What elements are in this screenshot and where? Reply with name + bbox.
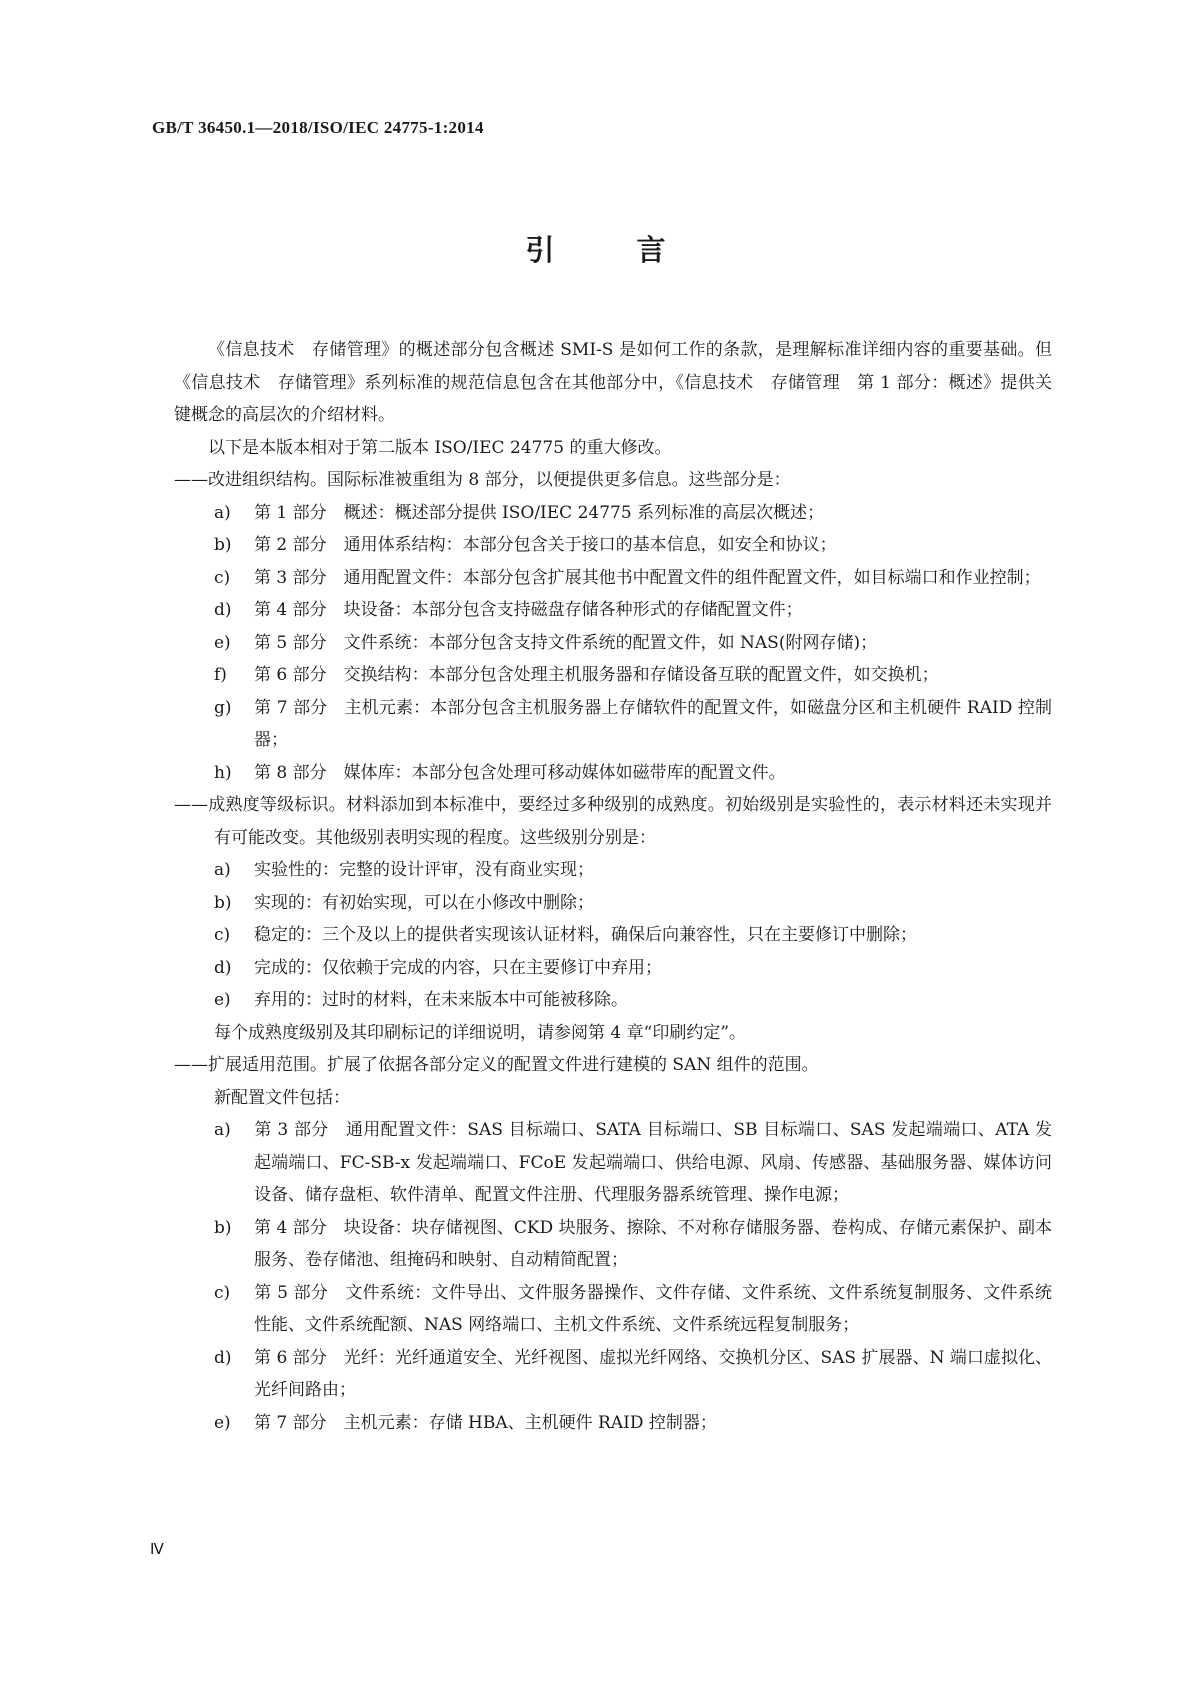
list-marker: c) <box>214 1282 231 1303</box>
list-marker: f) <box>214 665 227 685</box>
list-marker: b) <box>214 535 232 555</box>
section-1-list <box>174 497 1052 790</box>
list-item <box>174 952 1052 985</box>
intro-paragraph-2: 以下是本版本相对于第二版本 ISO/IEC 24775 的重大修改。 <box>208 437 672 458</box>
list-marker: g) <box>214 697 232 718</box>
section-1-lead: ——改进组织结构。国际标准被重组为 8 部分，以便提供更多信息。这些部分是： <box>174 470 791 490</box>
list-text: 实现的：有初始实现，可以在小修改中删除； <box>254 892 594 913</box>
section-2-list <box>174 854 1052 1017</box>
list-text: 第 7 部分 主机元素：存储 HBA、主机硬件 RAID 控制器； <box>254 1412 717 1433</box>
list-marker: d) <box>214 957 232 978</box>
list-marker: e) <box>214 1412 231 1433</box>
list-item <box>174 594 1052 627</box>
list-text: 稳定的：三个及以上的提供者实现该认证材料，确保后向兼容性，只在主要修订中删除； <box>254 925 917 945</box>
list-item <box>174 1342 1052 1407</box>
list-item <box>174 562 1052 595</box>
list-item <box>174 854 1052 887</box>
list-text: 第 3 部分 通用配置文件：本部分包含扩展其他书中配置文件的组件配置文件，如目标端口和作业控制； <box>254 567 1041 588</box>
list-marker: b) <box>214 1217 232 1238</box>
section-3-sublead: 新配置文件包括： <box>214 1087 350 1108</box>
list-text: 第 3 部分 通用配置文件：SAS 目标端口、SATA 目标端口、SB 目标端口、SAS 发起端端口、ATA 发起端端口、FC-SB-x 发起端端口、FCoE 发起端端口、供给电源、风扇、传感器、基础服务器、媒体访问设备、储存盘柜、软件清单、配置文件注册、代理服务器系统管理、操作电源； <box>254 1120 1052 1205</box>
list-item <box>174 984 1052 1017</box>
list-text: 弃用的：过时的材料，在未来版本中可能被移除。 <box>254 990 628 1010</box>
list-item <box>174 627 1052 660</box>
list-item <box>174 1277 1052 1342</box>
list-text: 第 4 部分 块设备：本部分包含支持磁盘存储各种形式的存储配置文件； <box>254 600 803 620</box>
list-marker: a) <box>214 502 231 523</box>
list-marker: b) <box>214 892 232 913</box>
list-item <box>174 757 1052 790</box>
list-text: 第 2 部分 通用体系结构：本部分包含关于接口的基本信息，如安全和协议； <box>254 535 837 555</box>
list-marker: d) <box>214 600 232 620</box>
section-2-lead: ——成熟度等级标识。材料添加到本标准中，要经过多种级别的成熟度。初始级别是实验性的，表示材料还未实现并有可能改变。其他级别表明实现的程度。这些级别分别是： <box>174 795 1052 848</box>
list-item <box>174 529 1052 562</box>
list-text: 第 7 部分 主机元素：本部分包含主机服务器上存储软件的配置文件，如磁盘分区和主机硬件 RAID 控制器； <box>254 697 1052 750</box>
list-text: 第 5 部分 文件系统：本部分包含支持文件系统的配置文件，如 NAS(附网存储)； <box>254 632 878 653</box>
intro-paragraph-1: 《信息技术 存储管理》的概述部分包含概述 SMI-S 是如何工作的条款，是理解标准详细内容的重要基础。但《信息技术 存储管理》系列标准的规范信息包含在其他部分中，《信息技术 存储管理 第 1 部分：概述》提供关键概念的高层次的介绍材料。 <box>174 340 1052 425</box>
list-item <box>174 497 1052 530</box>
list-text: 第 1 部分 概述：概述部分提供 ISO/IEC 24775 系列标准的高层次概述； <box>254 502 825 523</box>
list-item <box>174 1114 1052 1212</box>
standard-code: GB/T 36450.1—2018/ISO/IEC 24775-1:2014 <box>152 118 484 137</box>
section-3-lead: ——扩展适用范围。扩展了依据各部分定义的配置文件进行建模的 SAN 组件的范围。 <box>174 1055 819 1075</box>
body-content <box>174 334 1052 1439</box>
section-2-trailer: 每个成熟度级别及其印刷标记的详细说明，请参阅第 4 章“印刷约定”。 <box>214 1022 747 1043</box>
list-marker: c) <box>214 567 231 588</box>
list-marker: h) <box>214 762 232 783</box>
list-text: 第 6 部分 交换结构：本部分包含处理主机服务器和存储设备互联的配置文件，如交换机； <box>254 665 939 685</box>
list-marker: a) <box>214 860 231 880</box>
list-marker: c) <box>214 925 231 945</box>
list-item <box>174 887 1052 920</box>
section-3-list <box>174 1114 1052 1439</box>
list-item <box>174 692 1052 757</box>
list-text: 第 5 部分 文件系统：文件导出、文件服务器操作、文件存储、文件系统、文件系统复制服务、文件系统性能、文件系统配额、NAS 网络端口、主机文件系统、文件系统远程复制服务； <box>254 1282 1052 1335</box>
list-text: 第 8 部分 媒体库：本部分包含处理可移动媒体如磁带库的配置文件。 <box>254 762 786 783</box>
list-item <box>174 1212 1052 1277</box>
list-text: 实验性的：完整的设计评审，没有商业实现； <box>254 860 594 880</box>
list-item <box>174 1407 1052 1440</box>
list-text: 第 6 部分 光纤：光纤通道安全、光纤视图、虚拟光纤网络、交换机分区、SAS 扩展器、N 端口虚拟化、光纤间路由； <box>254 1347 1052 1400</box>
list-text: 完成的：仅依赖于完成的内容，只在主要修订中弃用； <box>254 957 662 978</box>
list-item <box>174 919 1052 952</box>
list-marker: a) <box>214 1120 231 1140</box>
list-marker: e) <box>214 632 231 653</box>
list-text: 第 4 部分 块设备：块存储视图、CKD 块服务、擦除、不对称存储服务器、卷构成、存储元素保护、副本服务、卷存储池、组掩码和映射、自动精简配置； <box>254 1217 1052 1270</box>
list-marker: d) <box>214 1347 232 1368</box>
page-number: Ⅳ <box>150 1542 164 1558</box>
list-item <box>174 659 1052 692</box>
page-title: 引 言 <box>525 233 702 267</box>
list-marker: e) <box>214 990 231 1010</box>
